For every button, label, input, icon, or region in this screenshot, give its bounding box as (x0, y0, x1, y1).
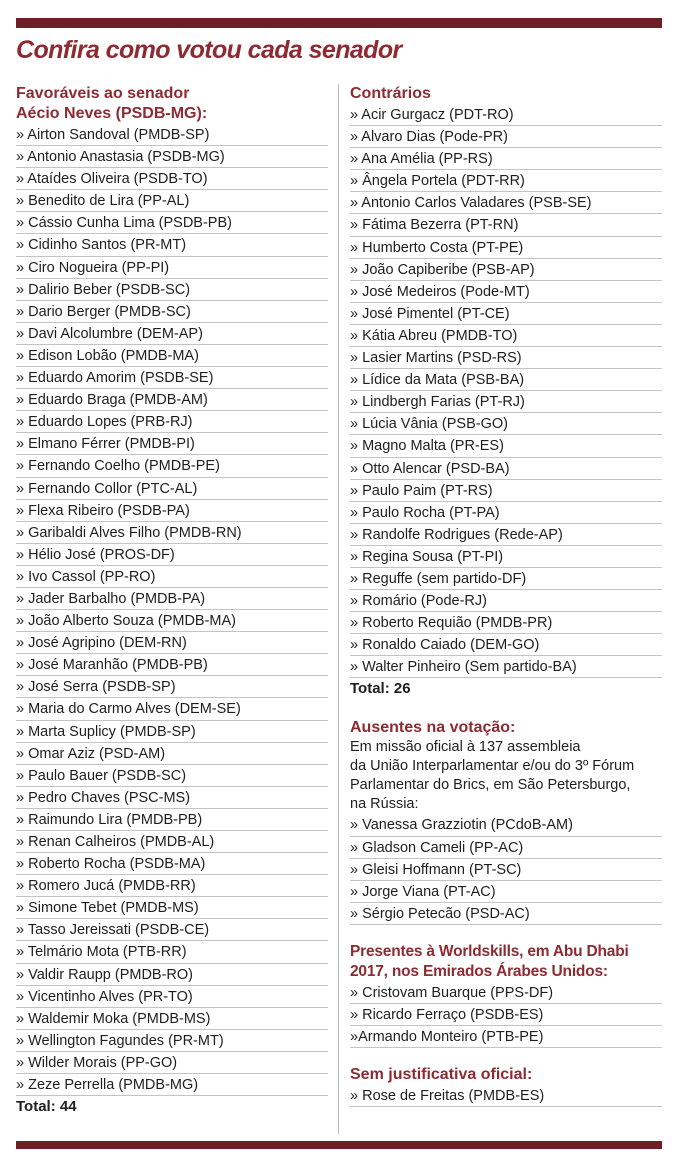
list-item: » Vanessa Grazziotin (PCdoB-AM) (350, 814, 662, 836)
ausentes-description-line: Em missão oficial à 137 assembleia (350, 739, 581, 756)
list-item: » Ângela Portela (PDT-RR) (350, 170, 662, 192)
list-item: » José Agripino (DEM-RN) (16, 632, 328, 654)
list-item: » Lasier Martins (PSD-RS) (350, 347, 662, 369)
list-item: » Renan Calheiros (PMDB-AL) (16, 831, 328, 853)
page-title: Confira como votou cada senador (16, 36, 402, 64)
list-item: » Walter Pinheiro (Sem partido-BA) (350, 656, 662, 678)
list-item: » Ataídes Oliveira (PSDB-TO) (16, 168, 328, 190)
list-item: » Magno Malta (PR-ES) (350, 435, 662, 457)
list-item: » Eduardo Amorim (PSDB-SE) (16, 367, 328, 389)
list-item: » Eduardo Braga (PMDB-AM) (16, 389, 328, 411)
list-item: » Telmário Mota (PTB-RR) (16, 941, 328, 963)
list-item: » Paulo Bauer (PSDB-SC) (16, 765, 328, 787)
list-item: » Tasso Jereissati (PSDB-CE) (16, 919, 328, 941)
list-item: » Kátia Abreu (PMDB-TO) (350, 325, 662, 347)
list-item: » Wellington Fagundes (PR-MT) (16, 1030, 328, 1052)
list-item: » Vicentinho Alves (PR-TO) (16, 986, 328, 1008)
list-item: » Omar Aziz (PSD-AM) (16, 743, 328, 765)
list-item: » Regina Sousa (PT-PI) (350, 546, 662, 568)
list-item: » Ciro Nogueira (PP-PI) (16, 257, 328, 279)
list-item: » Cristovam Buarque (PPS-DF) (350, 982, 662, 1004)
list-item: » Elmano Férrer (PMDB-PI) (16, 433, 328, 455)
favoraveis-list (16, 124, 328, 1096)
list-item: » Waldemir Moka (PMDB-MS) (16, 1008, 328, 1030)
list-item: » Maria do Carmo Alves (DEM-SE) (16, 698, 328, 720)
favoraveis-heading-line2: Aécio Neves (PSDB-MG): (16, 105, 208, 122)
list-item: » Sérgio Petecão (PSD-AC) (350, 903, 662, 925)
list-item: » Romário (Pode-RJ) (350, 590, 662, 612)
list-item: » Simone Tebet (PMDB-MS) (16, 897, 328, 919)
list-item: » Acir Gurgacz (PDT-RO) (350, 104, 662, 126)
list-item: » Rose de Freitas (PMDB-ES) (350, 1085, 662, 1107)
column-divider (338, 84, 339, 1134)
list-item: » Ricardo Ferraço (PSDB-ES) (350, 1004, 662, 1026)
top-rule-bar (16, 18, 662, 28)
list-item: » Romero Jucá (PMDB-RR) (16, 875, 328, 897)
list-item: » Otto Alencar (PSD-BA) (350, 458, 662, 480)
list-item: » Pedro Chaves (PSC-MS) (16, 787, 328, 809)
list-item: » José Medeiros (Pode-MT) (350, 281, 662, 303)
list-item: » Dario Berger (PMDB-SC) (16, 301, 328, 323)
list-item: » Lídice da Mata (PSB-BA) (350, 369, 662, 391)
list-item: » Antonio Anastasia (PSDB-MG) (16, 146, 328, 168)
list-item: » José Maranhão (PMDB-PB) (16, 654, 328, 676)
ausentes-list (350, 814, 662, 924)
list-item: » Reguffe (sem partido-DF) (350, 568, 662, 590)
list-item: » Alvaro Dias (Pode-PR) (350, 126, 662, 148)
worldskills-list (350, 982, 662, 1048)
list-item: » Antonio Carlos Valadares (PSB-SE) (350, 192, 662, 214)
ausentes-description-line: da União Interparlamentar e/ou do 3º Fórum (350, 758, 635, 775)
list-item: » Edison Lobão (PMDB-MA) (16, 345, 328, 367)
list-item: » Fernando Coelho (PMDB-PE) (16, 455, 328, 477)
list-item: » Paulo Paim (PT-RS) (350, 480, 662, 502)
list-item: » Cássio Cunha Lima (PSDB-PB) (16, 212, 328, 234)
list-item: » Jader Barbalho (PMDB-PA) (16, 588, 328, 610)
sem-justificativa-section (350, 1065, 662, 1107)
list-item: » Eduardo Lopes (PRB-RJ) (16, 411, 328, 433)
list-item: » Raimundo Lira (PMDB-PB) (16, 809, 328, 831)
list-item: » João Alberto Souza (PMDB-MA) (16, 610, 328, 632)
list-item: » Flexa Ribeiro (PSDB-PA) (16, 500, 328, 522)
list-item: » Randolfe Rodrigues (Rede-AP) (350, 524, 662, 546)
ausentes-section (350, 718, 662, 924)
list-item: » Dalirio Beber (PSDB-SC) (16, 279, 328, 301)
right-column (350, 84, 662, 1107)
list-item: » Fernando Collor (PTC-AL) (16, 478, 328, 500)
list-item: » Lúcia Vânia (PSB-GO) (350, 413, 662, 435)
list-item: » Zeze Perrella (PMDB-MG) (16, 1074, 328, 1096)
list-item: » Gladson Cameli (PP-AC) (350, 837, 662, 859)
contrarios-list (350, 104, 662, 678)
contrarios-total: Total: 26 (350, 680, 411, 698)
list-item: » Lindbergh Farias (PT-RJ) (350, 391, 662, 413)
worldskills-heading-line2: 2017, nos Emirados Árabes Unidos: (350, 962, 608, 980)
list-item: » Ana Amélia (PP-RS) (350, 148, 662, 170)
list-item: » Wilder Morais (PP-GO) (16, 1052, 328, 1074)
list-item: » João Capiberibe (PSB-AP) (350, 259, 662, 281)
list-item: » Paulo Rocha (PT-PA) (350, 502, 662, 524)
contrarios-heading: Contrários (350, 85, 431, 102)
list-item: » Davi Alcolumbre (DEM-AP) (16, 323, 328, 345)
favoraveis-column (16, 84, 328, 1118)
list-item: »Armando Monteiro (PTB-PE) (350, 1026, 662, 1048)
list-item: » Ivo Cassol (PP-RO) (16, 566, 328, 588)
list-item: » Marta Suplicy (PMDB-SP) (16, 721, 328, 743)
ausentes-description-line: na Rússia: (350, 796, 419, 813)
list-item: » Jorge Viana (PT-AC) (350, 881, 662, 903)
list-item: » Garibaldi Alves Filho (PMDB-RN) (16, 522, 328, 544)
list-item: » Roberto Rocha (PSDB-MA) (16, 853, 328, 875)
list-item: » Cidinho Santos (PR-MT) (16, 234, 328, 256)
worldskills-heading-line1: Presentes à Worldskills, em Abu Dhabi (350, 942, 629, 960)
list-item: » Valdir Raupp (PMDB-RO) (16, 964, 328, 986)
sem-justificativa-list (350, 1085, 662, 1107)
bottom-rule-bar (16, 1141, 662, 1149)
worldskills-section (350, 942, 662, 1048)
list-item: » Airton Sandoval (PMDB-SP) (16, 124, 328, 146)
list-item: » Ronaldo Caiado (DEM-GO) (350, 634, 662, 656)
list-item: » Gleisi Hoffmann (PT-SC) (350, 859, 662, 881)
favoraveis-total: Total: 44 (16, 1098, 77, 1116)
sem-justificativa-heading: Sem justificativa oficial: (350, 1066, 533, 1084)
list-item: » Humberto Costa (PT-PE) (350, 237, 662, 259)
list-item: » Fátima Bezerra (PT-RN) (350, 214, 662, 236)
favoraveis-heading-line1: Favoráveis ao senador (16, 85, 190, 102)
list-item: » José Pimentel (PT-CE) (350, 303, 662, 325)
list-item: » José Serra (PSDB-SP) (16, 676, 328, 698)
list-item: » Hélio José (PROS-DF) (16, 544, 328, 566)
ausentes-description-line: Parlamentar do Brics, em São Petersburgo, (350, 777, 631, 794)
ausentes-heading: Ausentes na votação: (350, 719, 516, 737)
list-item: » Benedito de Lira (PP-AL) (16, 190, 328, 212)
list-item: » Roberto Requião (PMDB-PR) (350, 612, 662, 634)
